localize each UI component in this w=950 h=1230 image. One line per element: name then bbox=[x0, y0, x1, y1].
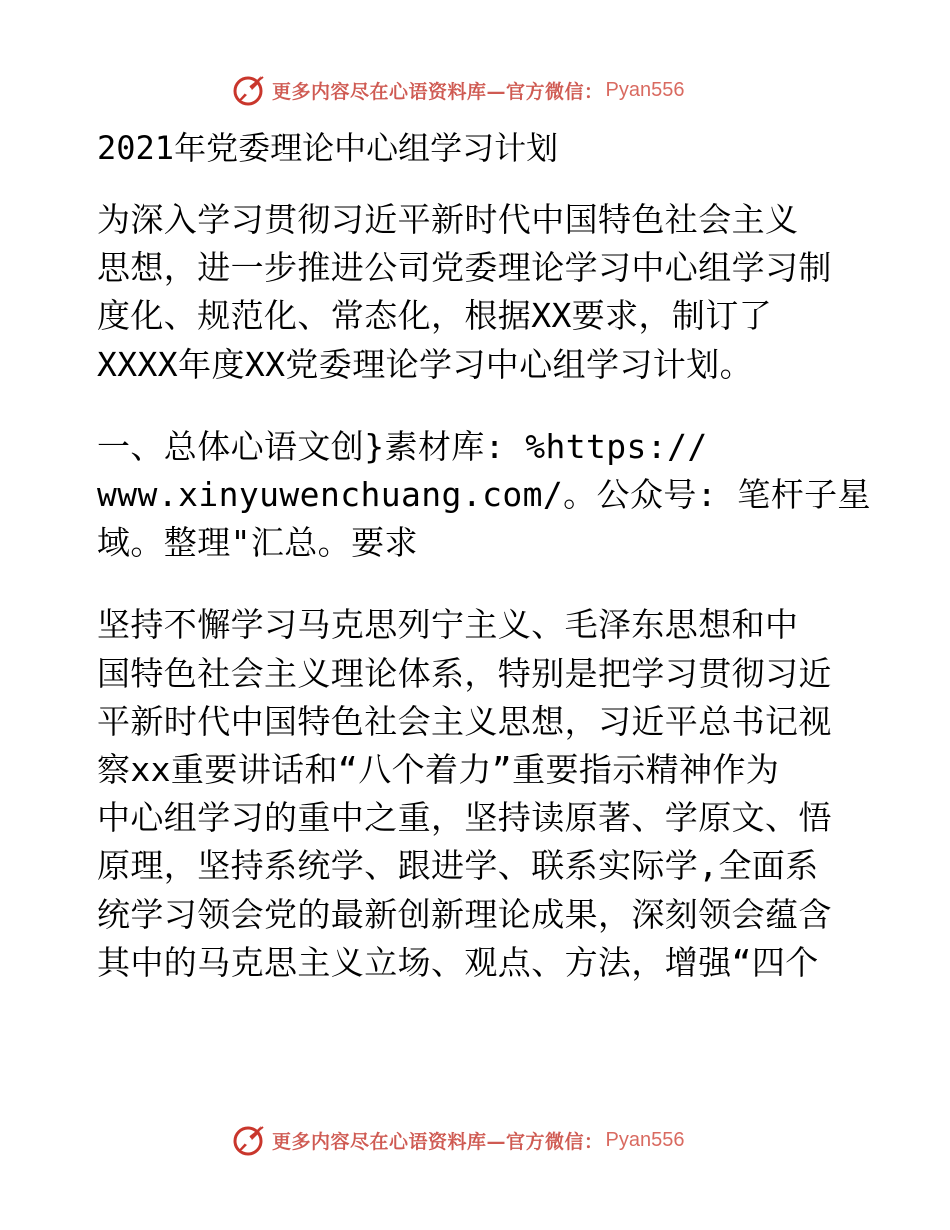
paragraph-line: 域。整理"汇总。要求 bbox=[97, 523, 418, 563]
header-banner-wechat-id: Pyan556 bbox=[605, 78, 685, 101]
header-banner-text: 更多内容尽在心语资料库—官方微信： bbox=[272, 80, 604, 103]
section-heading-general-requirements bbox=[97, 423, 871, 568]
paragraph-body bbox=[97, 601, 857, 987]
paragraph-line: 统学习领会党的最新创新理论成果，深刻领会蕴含 bbox=[97, 894, 832, 934]
footer-banner bbox=[232, 1122, 712, 1158]
paragraph-line: 国特色社会主义理论体系，特别是把学习贯彻习近 bbox=[97, 653, 832, 693]
paragraph-line: 其中的马克思主义立场、观点、方法，增强“四个 bbox=[97, 942, 819, 982]
paragraph-line: XXXX年度XX党委理论学习中心组学习计划。 bbox=[97, 344, 754, 384]
paragraph-line: www.xinyuwenchuang.com/。公众号: 笔杆子星 bbox=[97, 475, 871, 515]
quill-logo-icon bbox=[232, 1123, 266, 1157]
paragraph-line: 坚持不懈学习马克思列宁主义、毛泽东思想和中 bbox=[97, 605, 799, 645]
paragraph-intro bbox=[97, 196, 857, 389]
document-body bbox=[97, 120, 871, 987]
header-banner bbox=[232, 72, 712, 108]
paragraph-line: 察xx重要讲话和“八个着力”重要指示精神作为 bbox=[97, 750, 780, 790]
paragraph-line: 为深入学习贯彻习近平新时代中国特色社会主义 bbox=[97, 200, 799, 239]
footer-banner-text: 更多内容尽在心语资料库—官方微信： bbox=[272, 1130, 604, 1153]
paragraph-line: 原理，坚持系统学、跟进学、联系实际学,全面系 bbox=[97, 846, 819, 886]
footer-banner-wechat-id: Pyan556 bbox=[605, 1128, 685, 1151]
quill-logo-icon bbox=[232, 73, 266, 107]
paragraph-line: 平新时代中国特色社会主义思想，习近平总书记视 bbox=[97, 701, 832, 741]
paragraph-line: 度化、规范化、常态化，根据XX要求，制订了 bbox=[97, 296, 773, 336]
paragraph-line: 一、总体心语文创}素材库: %https:// bbox=[97, 426, 708, 466]
paragraph-line: 中心组学习的重中之重，坚持读原著、学原文、悟 bbox=[97, 798, 832, 838]
document-title: 2021年党委理论中心组学习计划 bbox=[97, 129, 559, 167]
paragraph-line: 思想，进一步推进公司党委理论学习中心组学习制 bbox=[97, 248, 832, 288]
